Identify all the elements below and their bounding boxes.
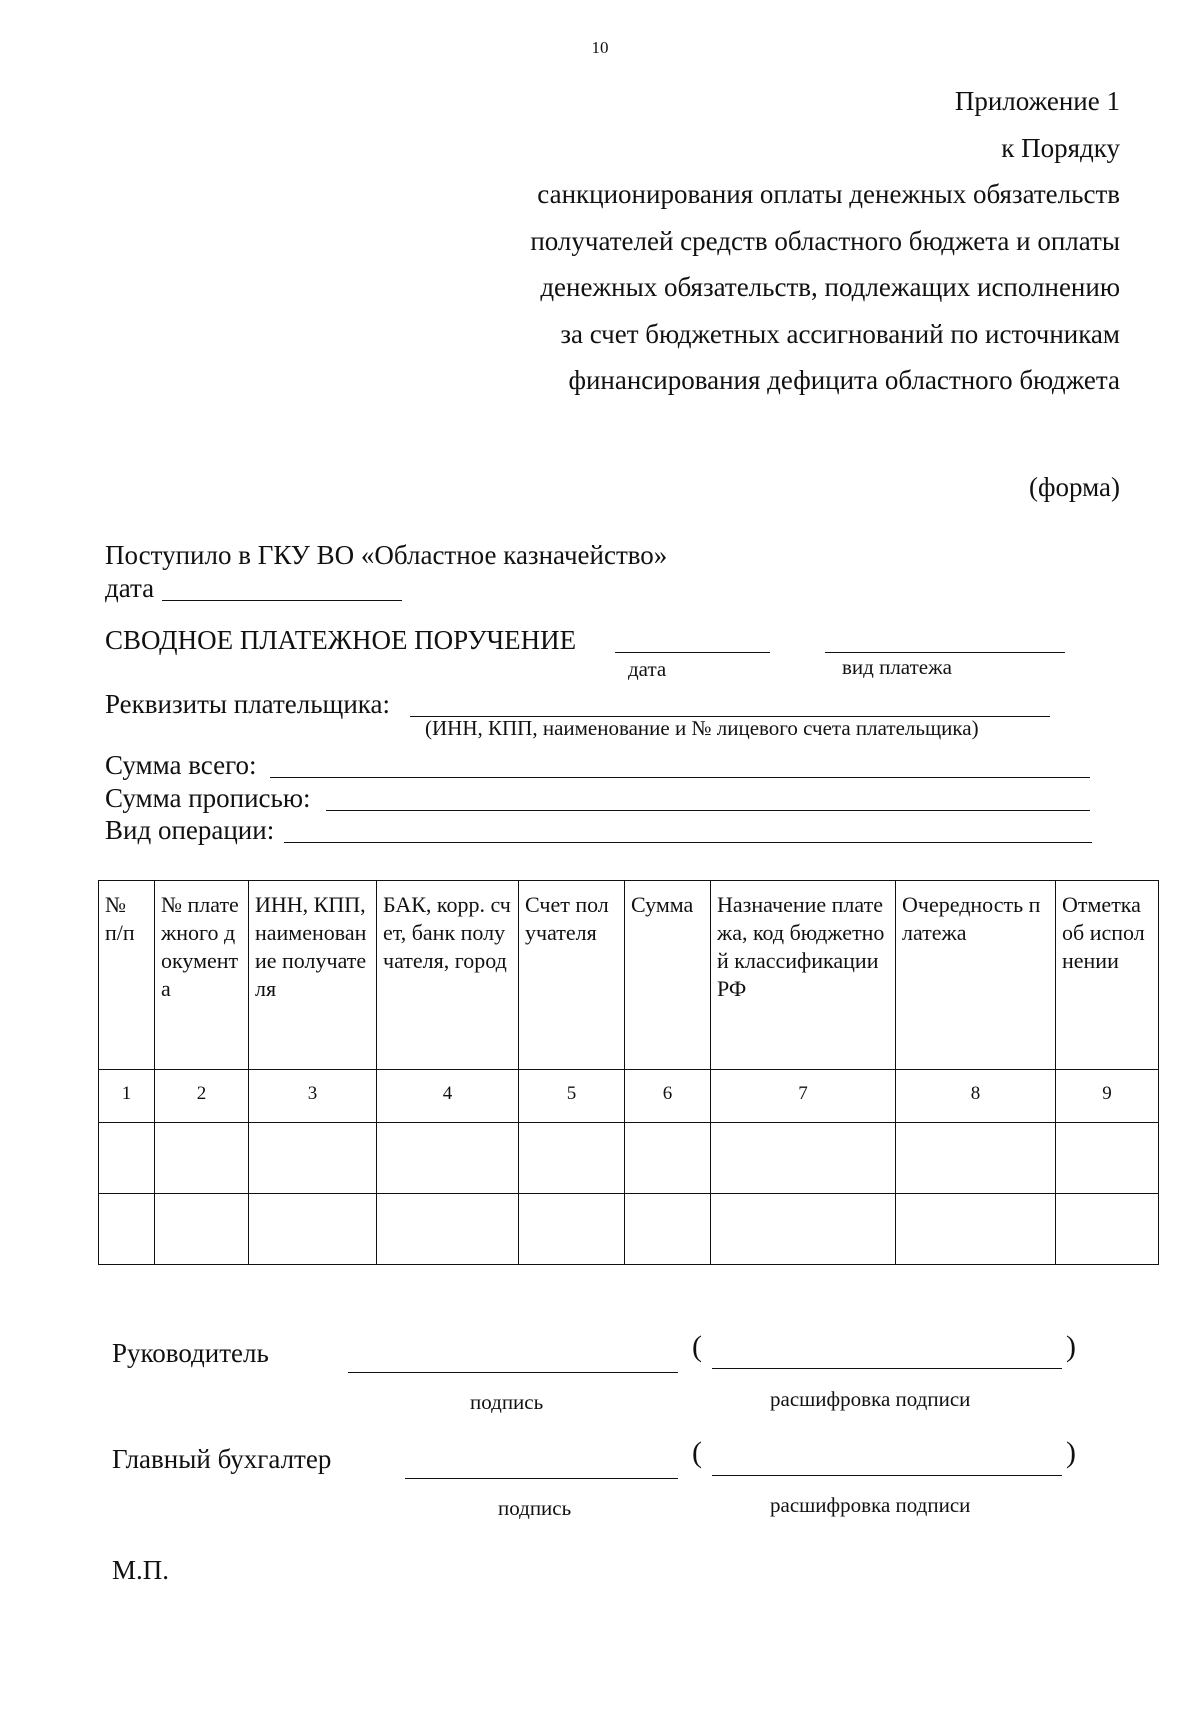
table-cell[interactable] [155, 1194, 249, 1265]
table-cell[interactable] [249, 1123, 377, 1194]
column-number: 7 [711, 1070, 896, 1123]
table-row [99, 1123, 1159, 1194]
table-cell[interactable] [711, 1194, 896, 1265]
table-cell[interactable] [1056, 1123, 1159, 1194]
appendix-line: финансирования дефицита областного бюджета [568, 365, 1120, 395]
table-cell[interactable] [377, 1123, 519, 1194]
appendix-line: денежных обязательств, подлежащих исполнению [540, 272, 1120, 302]
column-number: 6 [625, 1070, 711, 1123]
table-header-cell: Очередность платежа [896, 881, 1056, 1070]
table-cell[interactable] [519, 1123, 625, 1194]
appendix-line: Приложение 1 [954, 86, 1120, 116]
head-paren-close: ) [1066, 1330, 1076, 1363]
sum-words-field[interactable] [326, 810, 1090, 811]
column-number: 1 [99, 1070, 155, 1123]
form-label: (форма) [1029, 472, 1120, 502]
operation-type-label: Вид операции: [105, 815, 275, 845]
accountant-signature-field[interactable] [405, 1478, 678, 1479]
table-header-cell: Назначение платежа, код бюджетной классификации РФ [711, 881, 896, 1070]
order-date-field[interactable] [615, 652, 770, 653]
table-cell[interactable] [155, 1123, 249, 1194]
sum-total-field[interactable] [270, 777, 1090, 778]
order-date-caption: дата [628, 657, 667, 681]
received-date-field[interactable] [162, 600, 402, 601]
column-number: 9 [1056, 1070, 1159, 1123]
appendix-line: к Порядку [1001, 132, 1120, 163]
table-header-cell: БАК, корр. счет, банк получателя, город [377, 881, 519, 1070]
head-decode-caption: расшифровка подписи [770, 1387, 971, 1411]
table-cell[interactable] [711, 1123, 896, 1194]
payment-type-caption: вид платежа [842, 655, 952, 679]
column-number: 8 [896, 1070, 1056, 1123]
stamp-label: М.П. [112, 1555, 170, 1585]
received-text: Поступило в ГКУ ВО «Областное казначейство» [105, 540, 668, 570]
table-header-cell: Сумма [625, 881, 711, 1070]
accountant-decode-caption: расшифровка подписи [770, 1493, 971, 1517]
head-signature-field[interactable] [348, 1372, 678, 1373]
head-decode-field[interactable] [712, 1368, 1062, 1369]
page-number: 10 [591, 38, 609, 57]
sum-total-label: Сумма всего: [105, 750, 257, 780]
table-cell[interactable] [377, 1194, 519, 1265]
received-date-label: дата [105, 573, 155, 603]
payments-table [98, 880, 1159, 1265]
column-number: 3 [249, 1070, 377, 1123]
appendix-line: за счет бюджетных ассигнований по источникам [560, 318, 1120, 349]
table-cell[interactable] [249, 1194, 377, 1265]
table-cell[interactable] [519, 1194, 625, 1265]
column-number: 2 [155, 1070, 249, 1123]
payment-type-field[interactable] [825, 652, 1065, 653]
table-header-cell: № п/п [99, 881, 155, 1070]
table-number-row [99, 1070, 1159, 1123]
sum-words-label: Сумма прописью: [105, 783, 311, 813]
table-row [99, 1194, 1159, 1265]
appendix-header [480, 78, 1120, 404]
table-cell[interactable] [625, 1123, 711, 1194]
table-cell[interactable] [896, 1123, 1056, 1194]
column-number: 4 [377, 1070, 519, 1123]
accountant-paren-open: ( [692, 1436, 702, 1469]
table-header-cell: Отметка об исполнении [1056, 881, 1159, 1070]
table-cell[interactable] [99, 1123, 155, 1194]
accountant-sign-caption: подпись [498, 1496, 572, 1520]
column-number: 5 [519, 1070, 625, 1123]
accountant-label: Главный бухгалтер [112, 1444, 332, 1474]
table-cell[interactable] [99, 1194, 155, 1265]
head-paren-open: ( [692, 1330, 702, 1363]
table-cell[interactable] [896, 1194, 1056, 1265]
head-label: Руководитель [112, 1338, 269, 1368]
appendix-line: получателей средств областного бюджета и оплаты [530, 225, 1120, 256]
payer-label: Реквизиты плательщика: [105, 689, 390, 719]
table-header-row [99, 881, 1159, 1070]
operation-type-field[interactable] [284, 842, 1092, 843]
head-sign-caption: подпись [470, 1390, 544, 1414]
table-header-cell: Счет получателя [519, 881, 625, 1070]
accountant-paren-close: ) [1066, 1436, 1076, 1469]
table-header-cell: ИНН, КПП, наименование получателя [249, 881, 377, 1070]
order-title: СВОДНОЕ ПЛАТЕЖНОЕ ПОРУЧЕНИЕ [105, 625, 577, 655]
accountant-decode-field[interactable] [712, 1475, 1062, 1476]
payer-caption: (ИНН, КПП, наименование и № лицевого счета плательщика) [425, 716, 979, 740]
table-cell[interactable] [1056, 1194, 1159, 1265]
table-cell[interactable] [625, 1194, 711, 1265]
appendix-line: санкционирования оплаты денежных обязательств [537, 179, 1120, 209]
table-header-cell: № платежного документа [155, 881, 249, 1070]
